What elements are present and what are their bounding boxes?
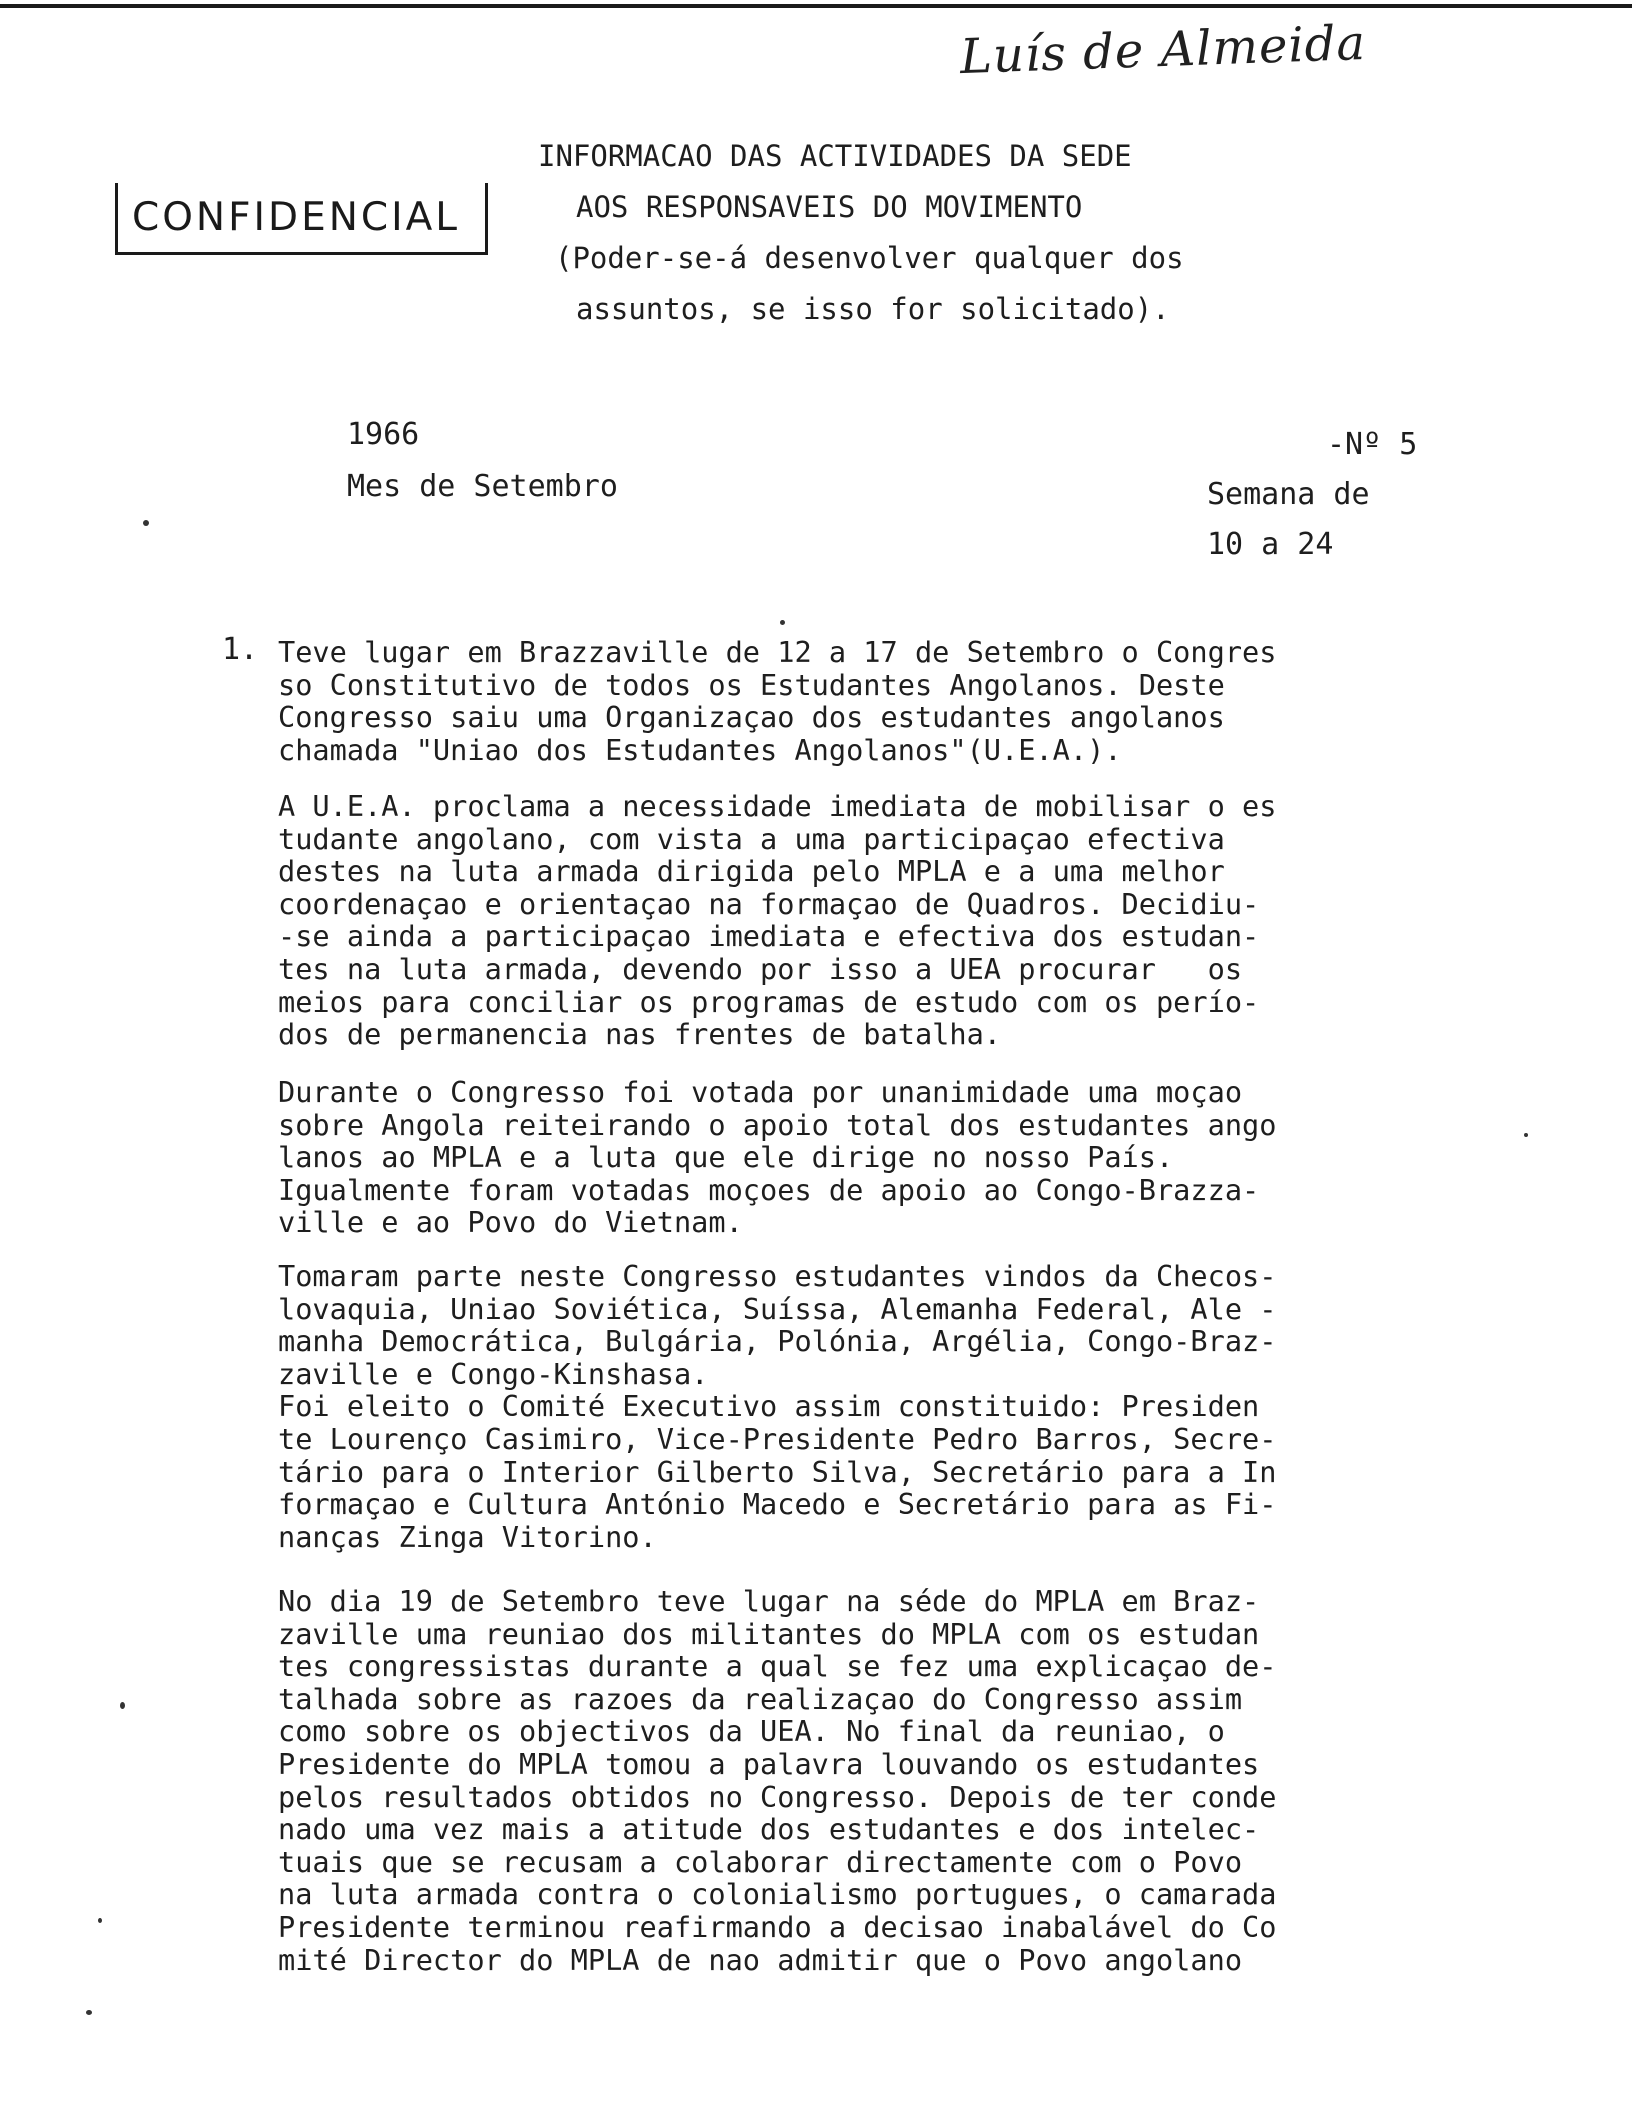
document-number: -Nº 5: [1327, 427, 1418, 462]
heading-line-2: AOS RESPONSAVEIS DO MOVIMENTO: [576, 190, 1083, 224]
text-line: No dia 19 de Setembro teve lugar na séde do MPLA em Braz-: [278, 1584, 1260, 1618]
paragraph-2: [278, 790, 1458, 1051]
heading-line-4: assuntos, se isso for solicitado).: [576, 292, 1170, 326]
document-year: 1966: [347, 417, 420, 452]
text-line: Presidente do MPLA tomou a palavra louvando os estudantes: [278, 1746, 1260, 1781]
top-border-line: [0, 4, 1632, 8]
scan-speck: [780, 620, 785, 625]
heading-line-3: (Poder-se-á desenvolver qualquer dos: [555, 241, 1184, 275]
text-line: nanças Zinga Vitorino.: [278, 1519, 657, 1554]
week-label: Semana de: [1207, 477, 1370, 512]
document-month: Mes de Setembro: [347, 469, 618, 504]
text-line: meios para conciliar os programas de estudo com os perío-: [278, 984, 1260, 1019]
text-line: lovaquia, Uniao Soviética, Suíssa, Alemanha Federal, Ale -: [278, 1291, 1277, 1326]
text-line: tes na luta armada, devendo por isso a UEA procurar os: [278, 951, 1243, 986]
text-line: dos de permanencia nas frentes de batalha.: [278, 1017, 1002, 1052]
text-line: Igualmente foram votadas moçoes de apoio ao Congo-Brazza-: [278, 1172, 1260, 1207]
text-line: Presidente terminou reafirmando a decisao inabalável do Co: [278, 1909, 1277, 1944]
text-line: destes na luta armada dirigida pelo MPLA e a uma melhor: [278, 854, 1225, 889]
handwritten-signature: Luís de Almeida: [959, 14, 1367, 86]
week-range: 10 a 24: [1207, 527, 1334, 562]
text-line: Tomaram parte neste Congresso estudantes vindos da Checos-: [278, 1259, 1277, 1293]
text-line: coordenaçao e orientaçao na formaçao de Quadros. Decidiu-: [278, 886, 1260, 921]
text-line: tudante angolano, com vista a uma participaçao efectiva: [278, 821, 1225, 856]
text-line: zaville e Congo-Kinshasa.: [278, 1356, 709, 1391]
text-line: nado uma vez mais a atitude dos estudantes e dos intelec-: [278, 1812, 1260, 1847]
text-line: lanos ao MPLA e a luta que ele dirige no nosso País.: [278, 1140, 1174, 1175]
confidential-stamp: [115, 183, 488, 255]
paragraph-1: [278, 636, 1458, 766]
paragraph-3: [278, 1076, 1458, 1239]
text-line: manha Democrática, Bulgária, Polónia, Argélia, Congo-Braz-: [278, 1324, 1277, 1359]
text-line: mité Director do MPLA de nao admitir que o Povo angolano: [278, 1942, 1243, 1977]
stamp-text: CONFIDENCIAL: [132, 195, 461, 240]
text-line: Congresso saiu uma Organizaçao dos estudantes angolanos: [278, 700, 1225, 735]
text-line: zaville uma reuniao dos militantes do MPLA com os estudan: [278, 1616, 1260, 1651]
text-line: sobre Angola reiteirando o apoio total dos estudantes ango: [278, 1107, 1277, 1142]
item-number: 1.: [222, 632, 259, 667]
text-line: tuais que se recusam a colaborar directamente com o Povo: [278, 1844, 1243, 1879]
text-line: Foi eleito o Comité Executivo assim constituido: Presiden: [278, 1389, 1260, 1424]
scan-speck: [120, 1702, 125, 1709]
text-line: te Lourenço Casimiro, Vice-Presidente Pedro Barros, Secre-: [278, 1421, 1277, 1456]
scan-speck: [86, 2010, 92, 2015]
text-line: ville e ao Povo do Vietnam.: [278, 1205, 743, 1240]
text-line: Durante o Congresso foi votada por unanimidade uma moçao: [278, 1075, 1243, 1109]
text-line: na luta armada contra o colonialismo portugues, o camarada: [278, 1877, 1277, 1912]
paragraph-5: [278, 1585, 1458, 1976]
text-line: A U.E.A. proclama a necessidade imediata de mobilisar o es: [278, 789, 1277, 823]
paragraph-4: [278, 1260, 1458, 1553]
scan-speck: [1524, 1133, 1528, 1137]
text-line: pelos resultados obtidos no Congresso. Depois de ter conde: [278, 1779, 1277, 1814]
text-line: formaçao e Cultura António Macedo e Secretário para as Fi-: [278, 1487, 1277, 1522]
text-line: chamada "Uniao dos Estudantes Angolanos"(U.E.A.).: [278, 732, 1122, 767]
text-line: tário para o Interior Gilberto Silva, Secretário para a In: [278, 1454, 1277, 1489]
text-line: -se ainda a participaçao imediata e efectiva dos estudan-: [278, 919, 1260, 954]
scan-speck: [143, 520, 149, 526]
text-line: talhada sobre as razoes da realizaçao do Congresso assim: [278, 1681, 1243, 1716]
scan-speck: [98, 1918, 102, 1923]
heading-line-1: INFORMACAO DAS ACTIVIDADES DA SEDE: [538, 139, 1132, 173]
text-line: so Constitutivo de todos os Estudantes Angolanos. Deste: [278, 667, 1225, 702]
text-line: como sobre os objectivos da UEA. No final da reuniao, o: [278, 1714, 1225, 1749]
text-line: tes congressistas durante a qual se fez uma explicaçao de-: [278, 1649, 1277, 1684]
text-line: Teve lugar em Brazzaville de 12 a 17 de Setembro o Congres: [278, 635, 1277, 669]
